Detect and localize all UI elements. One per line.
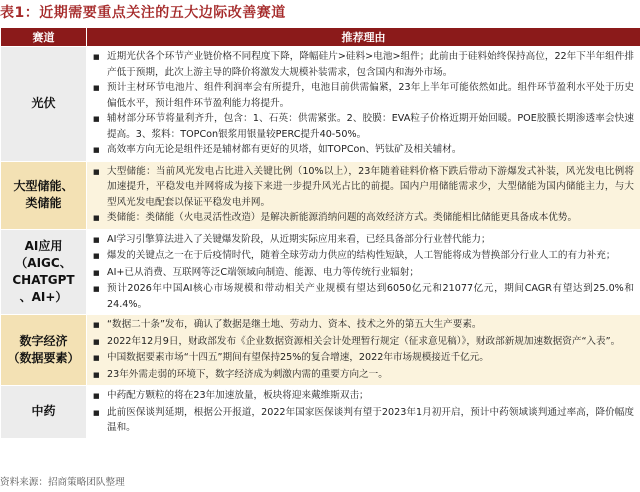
sector-name: 大型储能、 类储能 bbox=[1, 161, 87, 229]
bullet-text: 近期光伏各个环节产业链价格不同程度下降，降幅硅片>硅料>电池>组件；此前由于硅料始终保持高位，22年下半年组件排产低于预期，此次上游主导的降价将激发大规模补装需求，包含国内和海外市场。 bbox=[107, 51, 634, 78]
bullet-square-icon: ■ bbox=[93, 214, 100, 222]
reason-cell bbox=[87, 161, 640, 229]
table-body bbox=[1, 47, 640, 439]
reason-bullet bbox=[93, 334, 634, 351]
table-row bbox=[1, 229, 640, 315]
table-row bbox=[1, 386, 640, 439]
bullet-square-icon: ■ bbox=[93, 354, 100, 362]
bullet-square-icon: ■ bbox=[93, 337, 100, 346]
table-title: 表1：近期需要重点关注的五大边际改善赛道 bbox=[0, 5, 286, 21]
bullet-square-icon: ■ bbox=[93, 285, 100, 293]
bullet-text: 中国数据要素市场“十四五”期间有望保持25%的复合增速，2022年市场规模接近千亿元。 bbox=[107, 352, 489, 363]
bullet-text: 类储能：类储能（火电灵活性改造）是解决新能源消纳问题的高效经济方式。类储能相比储能更具备成本优势。 bbox=[107, 212, 578, 223]
bullet-text: 预计2026年中国AI核心市场规模和带动相关产业规模有望达到6050亿元和21077亿元，期间CAGR有望达到25.0%和24.4%。 bbox=[107, 283, 634, 310]
sector-table bbox=[0, 27, 640, 439]
bullet-text: 高效率方向无论是组件还是辅材都有更好的贝塔，如TOPCon、钙钛矿及相关辅材。 bbox=[107, 144, 462, 155]
bullet-square-icon: ■ bbox=[93, 115, 100, 123]
table-header-row bbox=[1, 28, 640, 47]
bullet-text: AI+已从消费、互联网等泛C端领域向制造、能源、电力等传统行业辐射； bbox=[107, 266, 419, 278]
bullet-square-icon: ■ bbox=[93, 146, 100, 154]
bullet-square-icon: ■ bbox=[93, 408, 100, 417]
reason-bullet bbox=[93, 388, 634, 405]
table-row bbox=[1, 315, 640, 386]
reason-bullet bbox=[93, 405, 634, 436]
sector-name: 数字经济 （数据要素） bbox=[1, 315, 87, 386]
reason-bullet bbox=[93, 111, 634, 142]
reason-bullet bbox=[93, 232, 634, 249]
bullet-square-icon: ■ bbox=[93, 268, 100, 277]
source-note: 资料来源：招商策略团队整理 bbox=[0, 477, 125, 488]
bullet-text: 中药配方颗粒的将在23年加速放量，板块将迎来戴维斯双击； bbox=[107, 390, 369, 401]
reason-bullet bbox=[93, 164, 634, 211]
bullet-square-icon: ■ bbox=[93, 53, 100, 61]
reason-cell bbox=[87, 315, 640, 386]
table-row bbox=[1, 161, 640, 229]
bullet-square-icon: ■ bbox=[93, 392, 100, 400]
sector-name: AI应用 （AIGC、 CHATGPT 、AI+） bbox=[1, 229, 87, 315]
sector-name: 中药 bbox=[1, 386, 87, 439]
bullet-text: 此前医保谈判延期，根据公开报道，2022年国家医保谈判有望于2023年1月初开启，预计中药领域谈判通过率高，降价幅度温和。 bbox=[107, 406, 634, 433]
bullet-text: 大型储能：当前风光发电占比进入关键比例（10%以上），23年随着硅料价格下跌后带动下游爆发式补装，风光发电比例将加速提升，平稳发电并网将成为接下来进一步提升风光占比的前提。国内户用储能需求少，大型储能为国内储能主力，与大型风光发电配套以保证平稳发电并网。 bbox=[107, 165, 634, 208]
bullet-text: 预计主材环节电池片、组件利润率会有所提升，电池目前供需偏紧，23年上半年可能依然如此。组件环节盈利水平处于历史偏低水平，预计组件环节盈利能力将提升。 bbox=[107, 82, 634, 109]
bullet-square-icon: ■ bbox=[93, 235, 100, 244]
reason-bullet bbox=[93, 142, 634, 159]
reason-cell bbox=[87, 229, 640, 315]
reason-bullet bbox=[93, 350, 634, 367]
reason-cell bbox=[87, 386, 640, 439]
reason-cell bbox=[87, 47, 640, 162]
bullet-text: 2022年12月9日，财政部发布《企业数据资源相关会计处理暂行规定（征求意见稿）》，财政部新规加速数据资产“入表”。 bbox=[107, 335, 621, 347]
bullet-square-icon: ■ bbox=[93, 84, 100, 92]
bullet-text: 23年外需走弱的环境下，数字经济成为刺激内需的重要方向之一。 bbox=[107, 368, 388, 380]
reason-bullet bbox=[93, 367, 634, 384]
bullet-square-icon: ■ bbox=[93, 370, 100, 379]
header-sector: 赛道 bbox=[1, 28, 87, 47]
reason-bullet bbox=[93, 80, 634, 111]
bullet-text: AI学习引擎算法进入了关键爆发阶段，从近期实际应用来看，已经具备部分行业替代能力； bbox=[107, 233, 491, 245]
reason-bullet bbox=[93, 281, 634, 312]
reason-bullet bbox=[93, 210, 634, 227]
reason-bullet bbox=[93, 265, 634, 282]
header-reason: 推荐理由 bbox=[87, 28, 640, 47]
bullet-square-icon: ■ bbox=[93, 321, 100, 329]
table-row bbox=[1, 47, 640, 162]
bullet-text: 辅材部分环节将量利齐升，包含：1、石英：供需紧张。2、胶膜：EVA粒子价格近期开始回暖。POE胶膜长期渗透率会快速提高。3、浆料：TOPCon银浆用银量较PERC提升40-50%。 bbox=[107, 113, 634, 140]
bullet-square-icon: ■ bbox=[93, 167, 100, 176]
reason-bullet bbox=[93, 49, 634, 80]
reason-bullet bbox=[93, 248, 634, 265]
reason-bullet bbox=[93, 317, 634, 334]
sector-name: 光伏 bbox=[1, 47, 87, 162]
bullet-text: 爆发的关键点之一在于后疫情时代，随着全球劳动力供应的结构性短缺，人工智能将成为替换部分行业人工的有力补充； bbox=[107, 250, 616, 261]
bullet-square-icon: ■ bbox=[93, 252, 100, 260]
bullet-text: “数据二十条”发布，确认了数据是继土地、劳动力、资本、技术之外的第五大生产要素。 bbox=[107, 319, 482, 330]
